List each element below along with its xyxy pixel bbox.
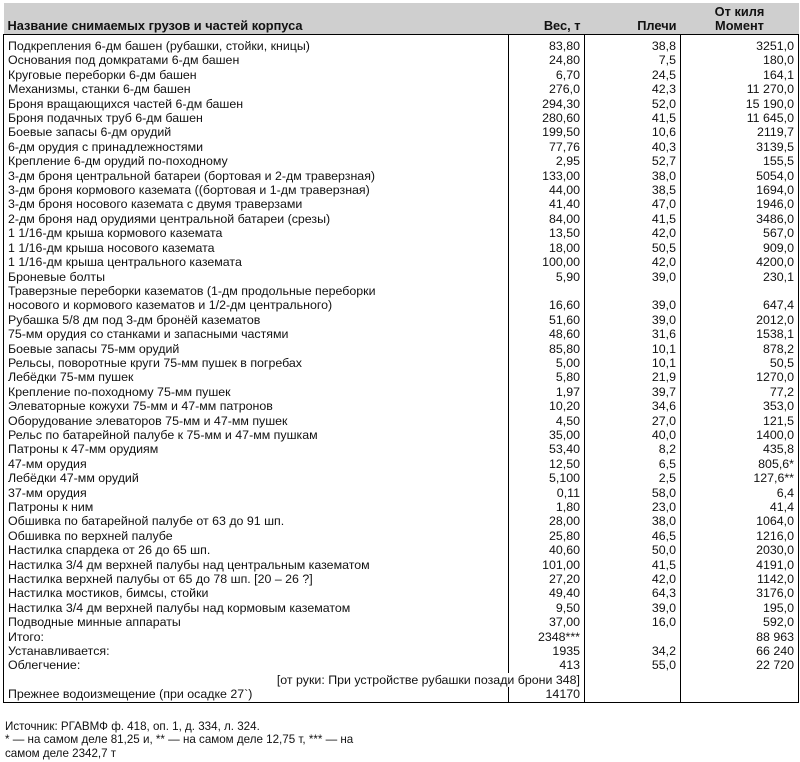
row-weight: 85,80 (509, 342, 585, 356)
row-moment: 2030,0 (681, 543, 799, 557)
row-arm: 41,5 (585, 212, 681, 226)
row-weight: 41,40 (509, 197, 585, 211)
row-weight: 12,50 (509, 457, 585, 471)
row-arm: 40,3 (585, 140, 681, 154)
row-name: Обшивка по верхней палубе (4, 529, 509, 543)
table-row (4, 241, 799, 255)
row-weight: 6,70 (509, 68, 585, 82)
row-name: 3-дм броня носового каземата с двумя траверзами (4, 197, 509, 211)
table-row (4, 486, 799, 500)
table-row (4, 572, 799, 586)
table-row (4, 313, 799, 327)
row-moment: 1142,0 (681, 572, 799, 586)
row-arm: 50,5 (585, 241, 681, 255)
row-weight: 13,50 (509, 226, 585, 240)
row-moment: 88 963 (681, 630, 799, 644)
table-row (4, 97, 799, 111)
row-moment: 805,6* (681, 457, 799, 471)
row-moment: 230,1 (681, 270, 799, 284)
row-arm (585, 284, 681, 298)
table-row (4, 82, 799, 96)
row-weight: 0,11 (509, 486, 585, 500)
row-moment: 1694,0 (681, 183, 799, 197)
weights-table (3, 3, 799, 703)
table-row (4, 529, 799, 543)
table-row (4, 284, 799, 298)
row-moment: 195,0 (681, 601, 799, 615)
table-row (4, 255, 799, 269)
row-name: Подкрепления 6-дм башен (рубашки, стойки, кницы) (4, 35, 509, 54)
source-line: Источник: РГАВМФ ф. 418, оп. 1, д. 334, л. 324. (5, 719, 260, 733)
row-name: 37-мм орудия (4, 486, 509, 500)
previous-weight: 14170 (509, 687, 585, 702)
row-name: 6-дм орудия с принадлежностями (4, 140, 509, 154)
row-moment: 6,4 (681, 486, 799, 500)
row-arm: 64,3 (585, 586, 681, 600)
row-name: 75-мм орудия со станками и запасными частями (4, 327, 509, 341)
row-name: Броня подачных труб 6-дм башен (4, 111, 509, 125)
row-arm: 7,5 (585, 53, 681, 67)
row-arm: 39,0 (585, 601, 681, 615)
row-arm: 39,0 (585, 270, 681, 284)
row-moment: 567,0 (681, 226, 799, 240)
row-name: 1 1/16-дм крыша носового каземата (4, 241, 509, 255)
row-name: Боевые запасы 75-мм орудий (4, 342, 509, 356)
row-weight: 1,97 (509, 385, 585, 399)
row-arm: 50,0 (585, 543, 681, 557)
row-moment: 15 190,0 (681, 97, 799, 111)
row-moment: 353,0 (681, 399, 799, 413)
row-name: Устанавливается: (4, 644, 509, 658)
footnote-line: самом деле 2342,7 т (5, 746, 117, 760)
row-weight: 28,00 (509, 514, 585, 528)
row-moment: 592,0 (681, 615, 799, 629)
table-row (4, 471, 799, 485)
row-arm: 41,5 (585, 111, 681, 125)
table-row (4, 68, 799, 82)
table-row (4, 298, 799, 312)
row-arm: 42,3 (585, 82, 681, 96)
table-row (4, 601, 799, 615)
row-name: Итого: (4, 630, 509, 644)
row-arm: 38,0 (585, 169, 681, 183)
row-name: Настилка 3/4 дм верхней палубы над кормовым казематом (4, 601, 509, 615)
row-name: Облегчение: (4, 658, 509, 672)
row-weight: 44,00 (509, 183, 585, 197)
row-moment: 11 645,0 (681, 111, 799, 125)
row-weight (509, 284, 585, 298)
row-name: 3-дм броня центральной батареи (бортовая и 2-дм траверзная) (4, 169, 509, 183)
row-name: носового и кормового казематов и 1/2-дм центрального) (4, 298, 509, 312)
row-name: 1 1/16-дм крыша кормового каземата (4, 226, 509, 240)
row-moment: 180,0 (681, 53, 799, 67)
table-row (4, 111, 799, 125)
row-name: Крепление 6-дм орудий по-походному (4, 154, 509, 168)
row-weight: 1935 (509, 644, 585, 658)
row-weight: 294,30 (509, 97, 585, 111)
table-row (4, 327, 799, 341)
table-row (4, 457, 799, 471)
table-row (4, 370, 799, 384)
row-moment: 121,5 (681, 414, 799, 428)
document (3, 3, 798, 760)
row-arm: 46,5 (585, 529, 681, 543)
table-row (4, 356, 799, 370)
table-row (4, 586, 799, 600)
row-weight: 1,80 (509, 500, 585, 514)
row-arm: 38,8 (585, 35, 681, 54)
table-row (4, 414, 799, 428)
row-arm: 10,1 (585, 342, 681, 356)
table-row (4, 428, 799, 442)
row-moment: 1216,0 (681, 529, 799, 543)
row-weight: 413 (509, 658, 585, 672)
row-moment: 4200,0 (681, 255, 799, 269)
previous-row (4, 687, 799, 702)
row-moment: 127,6** (681, 471, 799, 485)
row-arm: 31,6 (585, 327, 681, 341)
row-moment: 1270,0 (681, 370, 799, 384)
row-name: Крепление по-походному 75-мм пушек (4, 385, 509, 399)
row-arm: 10,1 (585, 356, 681, 370)
row-moment: 77,2 (681, 385, 799, 399)
table-row (4, 615, 799, 629)
row-arm: 21,9 (585, 370, 681, 384)
table-row (4, 183, 799, 197)
header-arm: Плечи (585, 3, 681, 35)
row-moment: 1064,0 (681, 514, 799, 528)
row-name: Лебёдки 47-мм орудий (4, 471, 509, 485)
row-weight: 18,00 (509, 241, 585, 255)
row-name: Рельсы, поворотные круги 75-мм пушек в погребах (4, 356, 509, 370)
row-weight: 100,00 (509, 255, 585, 269)
row-moment: 878,2 (681, 342, 799, 356)
header-weight: Вес, т (509, 3, 585, 35)
row-arm: 39,0 (585, 298, 681, 312)
table-row (4, 658, 799, 672)
row-weight: 2,95 (509, 154, 585, 168)
row-moment: 4191,0 (681, 558, 799, 572)
row-arm: 23,0 (585, 500, 681, 514)
row-name: 2-дм броня над орудиями центральной батареи (срезы) (4, 212, 509, 226)
table-header (4, 3, 799, 35)
row-moment: 164,1 (681, 68, 799, 82)
row-weight: 16,60 (509, 298, 585, 312)
row-moment: 22 720 (681, 658, 799, 672)
row-arm: 8,2 (585, 442, 681, 456)
row-moment: 66 240 (681, 644, 799, 658)
row-moment: 1946,0 (681, 197, 799, 211)
table-row (4, 500, 799, 514)
table-row (4, 644, 799, 658)
row-moment: 11 270,0 (681, 82, 799, 96)
row-weight: 5,00 (509, 356, 585, 370)
handwritten-note: [от руки: При устройстве рубашки позади брони 348] (4, 673, 585, 687)
row-name: Броня вращающихся частей 6-дм башен (4, 97, 509, 111)
table-row (4, 125, 799, 139)
row-name: Механизмы, станки 6-дм башен (4, 82, 509, 96)
row-weight: 5,100 (509, 471, 585, 485)
row-weight: 77,76 (509, 140, 585, 154)
row-weight: 83,80 (509, 35, 585, 54)
row-name: 3-дм броня кормового каземата ((бортовая и 1-дм траверзная) (4, 183, 509, 197)
row-name: Патроны к ним (4, 500, 509, 514)
header-moment-bottom: Момент (715, 18, 764, 33)
row-weight: 35,00 (509, 428, 585, 442)
row-moment: 3139,5 (681, 140, 799, 154)
footnote-line: * — на самом деле 81,25 и, ** — на самом деле 12,75 т, *** — на (5, 733, 354, 747)
row-name: Круговые переборки 6-дм башен (4, 68, 509, 82)
row-weight: 101,00 (509, 558, 585, 572)
sources-block (3, 720, 798, 761)
table-footer (4, 673, 799, 702)
row-weight: 84,00 (509, 212, 585, 226)
row-arm: 34,6 (585, 399, 681, 413)
row-name: Траверзные переборки казематов (1-дм продольные переборки (4, 284, 509, 298)
row-weight: 25,80 (509, 529, 585, 543)
row-arm: 42,0 (585, 572, 681, 586)
row-moment: 3176,0 (681, 586, 799, 600)
row-arm: 39,0 (585, 313, 681, 327)
row-weight: 10,20 (509, 399, 585, 413)
row-arm: 10,6 (585, 125, 681, 139)
row-name: Настилка мостиков, бимсы, стойки (4, 586, 509, 600)
table-row (4, 630, 799, 644)
row-arm: 2,5 (585, 471, 681, 485)
row-moment: 3486,0 (681, 212, 799, 226)
row-weight: 27,20 (509, 572, 585, 586)
row-name: Рубашка 5/8 дм под 3-дм бронёй казематов (4, 313, 509, 327)
row-name: 47-мм орудия (4, 457, 509, 471)
table-row (4, 442, 799, 456)
table-body (4, 35, 799, 673)
row-name: Оборудование элеваторов 75-мм и 47-мм пушек (4, 414, 509, 428)
row-arm: 42,0 (585, 255, 681, 269)
row-name: Настилка спардека от 26 до 65 шп. (4, 543, 509, 557)
header-moment (681, 3, 799, 35)
table-row (4, 385, 799, 399)
row-arm: 27,0 (585, 414, 681, 428)
row-weight: 37,00 (509, 615, 585, 629)
row-arm: 52,7 (585, 154, 681, 168)
table-row (4, 399, 799, 413)
row-arm: 38,5 (585, 183, 681, 197)
row-moment: 5054,0 (681, 169, 799, 183)
row-weight: 24,80 (509, 53, 585, 67)
row-weight: 5,80 (509, 370, 585, 384)
row-name: Обшивка по батарейной палубе от 63 до 91 шп. (4, 514, 509, 528)
row-weight: 48,60 (509, 327, 585, 341)
row-weight: 199,50 (509, 125, 585, 139)
row-arm: 42,0 (585, 226, 681, 240)
row-weight: 133,00 (509, 169, 585, 183)
row-arm: 39,7 (585, 385, 681, 399)
table-row (4, 543, 799, 557)
row-moment: 435,8 (681, 442, 799, 456)
row-weight: 2348*** (509, 630, 585, 644)
table-row (4, 342, 799, 356)
table-row (4, 169, 799, 183)
row-name: Элеваторные кожухи 75-мм и 47-мм патронов (4, 399, 509, 413)
row-moment: 1538,1 (681, 327, 799, 341)
row-arm: 24,5 (585, 68, 681, 82)
row-arm: 40,0 (585, 428, 681, 442)
row-name: Основания под домкратами 6-дм башен (4, 53, 509, 67)
row-moment (681, 284, 799, 298)
table-row (4, 514, 799, 528)
table-row (4, 558, 799, 572)
row-arm: 47,0 (585, 197, 681, 211)
table-row (4, 53, 799, 67)
header-moment-top: От киля (714, 4, 765, 19)
row-name: Настилка верхней палубы от 65 до 78 шп. [20 – 26 ?] (4, 572, 509, 586)
table-row (4, 226, 799, 240)
row-moment: 647,4 (681, 298, 799, 312)
row-name: Боевые запасы 6-дм орудий (4, 125, 509, 139)
row-arm: 6,5 (585, 457, 681, 471)
row-moment: 155,5 (681, 154, 799, 168)
row-weight: 280,60 (509, 111, 585, 125)
row-name: Подводные минные аппараты (4, 615, 509, 629)
row-moment: 2012,0 (681, 313, 799, 327)
row-name: Лебёдки 75-мм пушек (4, 370, 509, 384)
row-name: Настилка 3/4 дм верхней палубы над центральным казематом (4, 558, 509, 572)
row-arm: 41,5 (585, 558, 681, 572)
table-row (4, 212, 799, 226)
row-arm: 52,0 (585, 97, 681, 111)
table-row (4, 270, 799, 284)
row-arm (585, 630, 681, 644)
row-name: Рельс по батарейной палубе к 75-мм и 47-мм пушкам (4, 428, 509, 442)
row-name: Патроны к 47-мм орудиям (4, 442, 509, 456)
row-weight: 5,90 (509, 270, 585, 284)
row-weight: 40,60 (509, 543, 585, 557)
row-name: 1 1/16-дм крыша центрального каземата (4, 255, 509, 269)
row-arm: 34,2 (585, 644, 681, 658)
table-row (4, 35, 799, 54)
table-row (4, 140, 799, 154)
row-arm: 55,0 (585, 658, 681, 672)
row-moment: 1400,0 (681, 428, 799, 442)
row-weight: 51,60 (509, 313, 585, 327)
row-weight: 9,50 (509, 601, 585, 615)
row-arm: 38,0 (585, 514, 681, 528)
row-moment: 50,5 (681, 356, 799, 370)
row-arm: 16,0 (585, 615, 681, 629)
header-name: Название снимаемых грузов и частей корпуса (4, 3, 509, 35)
row-moment: 909,0 (681, 241, 799, 255)
row-moment: 41,4 (681, 500, 799, 514)
row-weight: 49,40 (509, 586, 585, 600)
row-moment: 3251,0 (681, 35, 799, 54)
row-weight: 53,40 (509, 442, 585, 456)
row-name: Броневые болты (4, 270, 509, 284)
row-weight: 4,50 (509, 414, 585, 428)
row-moment: 2119,7 (681, 125, 799, 139)
table-row (4, 154, 799, 168)
row-arm: 58,0 (585, 486, 681, 500)
note-row (4, 673, 799, 687)
previous-name: Прежнее водоизмещение (при осадке 27`) (4, 687, 509, 702)
row-weight: 276,0 (509, 82, 585, 96)
table-row (4, 197, 799, 211)
